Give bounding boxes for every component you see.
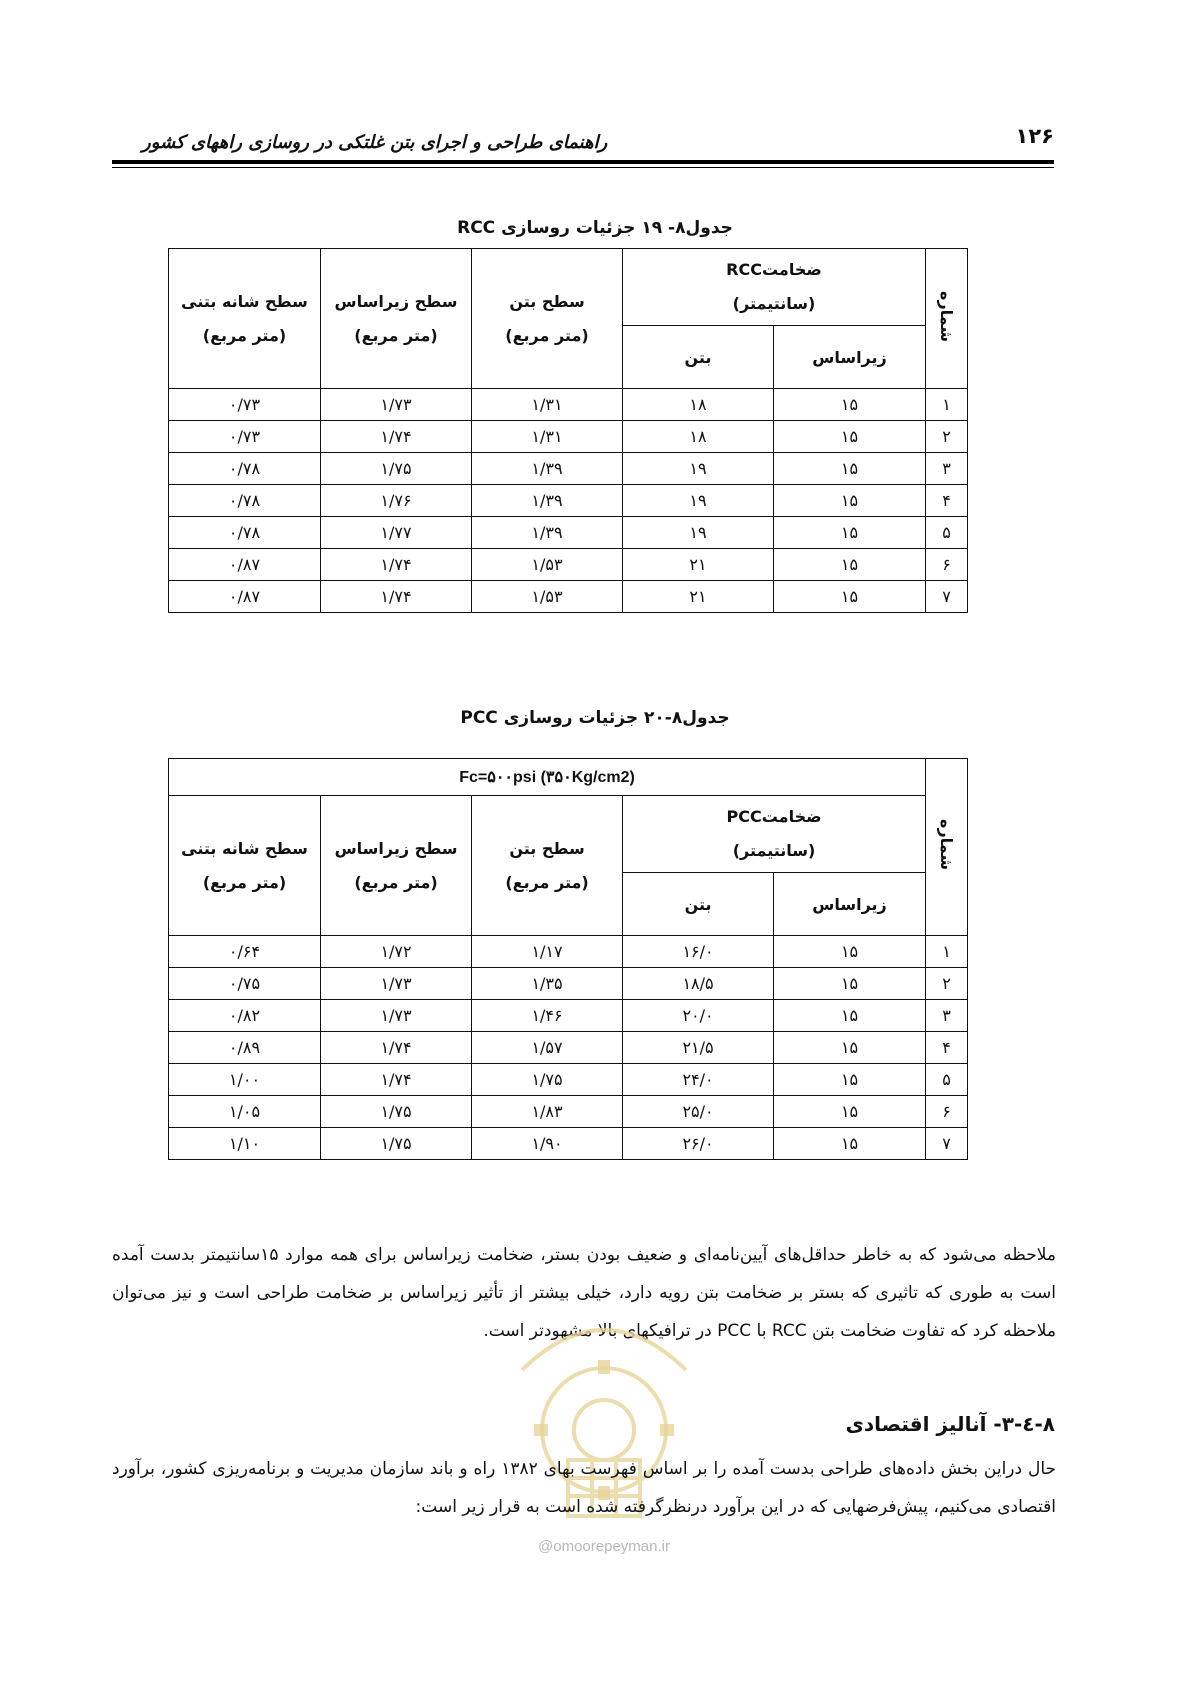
table1-cell-base-area: ۱/۷۴ [321, 549, 472, 581]
header-rule [112, 160, 1054, 164]
table2-caption: جدول۸-۲۰ جزئیات روسازی PCC [460, 708, 730, 728]
table2-cell-base: ۱۵ [774, 1032, 926, 1064]
table2-cell-concrete: ۱۸/۵ [623, 968, 774, 1000]
table1-cell-shoulder: ۰/۷۸ [169, 485, 321, 517]
table2-cell-concrete: ۲۶/۰ [623, 1128, 774, 1160]
table2-cell-concrete-area: ۱/۴۶ [472, 1000, 623, 1032]
table1-cell-concrete-area: ۱/۳۹ [472, 453, 623, 485]
table2-row [169, 968, 968, 1000]
table1-row [169, 517, 968, 549]
page-header [112, 120, 1054, 164]
table1-cell-base: ۱۵ [774, 485, 926, 517]
table1-cell-base: ۱۵ [774, 389, 926, 421]
table2-cell-n: ۲ [926, 968, 968, 1000]
table1-cell-concrete: ۱۹ [623, 517, 774, 549]
table1-cell-n: ۵ [926, 517, 968, 549]
table2-cell-base-area: ۱/۷۳ [321, 968, 472, 1000]
paragraph-thickness-note: ملاحظه می‌شود که به خاطر حداقل‌های آیین‌نامه‌ای و ضعیف بودن بستر، ضخامت زیراساس برای همه موارد ۱۵سانتیمتر بدست آمده است به طوری که تاثیری که بستر بر ضخامت بتن رویه دارد، خیلی بیشتر از تأثیر زیراساس بر ضخامت طراحی است و نیز می‌توان ملاحظه کرد که تفاوت ضخامت بتن RCC با PCC در ترافیکهای بالا مشهودتر است. [112, 1245, 1056, 1341]
table1-cell-base: ۱۵ [774, 453, 926, 485]
table2-cell-base: ۱۵ [774, 1096, 926, 1128]
table2-sub-concrete: بتن [623, 873, 774, 936]
table2-row [169, 1096, 968, 1128]
table2-cell-base-area: ۱/۷۲ [321, 936, 472, 968]
table1-cell-concrete-area: ۱/۵۳ [472, 549, 623, 581]
table2-cell-base: ۱۵ [774, 1128, 926, 1160]
table2-cell-concrete-area: ۱/۷۵ [472, 1064, 623, 1096]
table1-cell-shoulder: ۰/۷۸ [169, 517, 321, 549]
table2-cell-n: ۷ [926, 1128, 968, 1160]
paragraph-economic-analysis: حال دراین بخش داده‌های طراحی بدست آمده را بر اساس فهرست بهای ۱۳۸۲ راه و باند سازمان مدیریت و برنامه‌ریزی کشور، برآورد اقتصادی می‌کنیم، پیش‌فرضهایی که در این برآورد درنظرگرفته شده است به قرار زیر است: [112, 1459, 1057, 1517]
table2-cell-base-area: ۱/۷۴ [321, 1064, 472, 1096]
table1-cell-n: ۴ [926, 485, 968, 517]
table1-cell-base-area: ۱/۷۳ [321, 389, 472, 421]
table1-cell-concrete: ۱۸ [623, 421, 774, 453]
table2-cell-base-area: ۱/۷۵ [321, 1128, 472, 1160]
table1-row [169, 421, 968, 453]
table1-row [169, 549, 968, 581]
table1-header-thickness: ضخامتRCC (سانتیمتر) [623, 249, 926, 326]
table1-header-shoulder-area: سطح شانه بتنی (متر مربع) [169, 249, 321, 389]
table1-cell-n: ۲ [926, 421, 968, 453]
table1-cell-shoulder: ۰/۸۷ [169, 549, 321, 581]
table1-cell-concrete: ۱۸ [623, 389, 774, 421]
table1-cell-concrete-area: ۱/۳۱ [472, 389, 623, 421]
table1-cell-concrete-area: ۱/۳۹ [472, 517, 623, 549]
table1-cell-concrete: ۱۹ [623, 453, 774, 485]
table2-cell-base: ۱۵ [774, 968, 926, 1000]
table2-row [169, 1000, 968, 1032]
table1-header-number: شماره [926, 249, 968, 389]
table1-cell-concrete: ۲۱ [623, 581, 774, 613]
table1-cell-shoulder: ۰/۷۳ [169, 389, 321, 421]
table1-cell-base-area: ۱/۷۶ [321, 485, 472, 517]
table1-cell-n: ۶ [926, 549, 968, 581]
table1 [168, 248, 968, 613]
table1-caption: جدول۸- ۱۹ جزئیات روسازی RCC [457, 218, 733, 238]
table2-cell-concrete: ۲۰/۰ [623, 1000, 774, 1032]
table2-header-concrete-area: سطح بتن (متر مربع) [472, 796, 623, 936]
table2-header-thickness: ضخامتPCC (سانتیمتر) [623, 796, 926, 873]
table2-row [169, 1064, 968, 1096]
table2-cell-concrete: ۲۱/۵ [623, 1032, 774, 1064]
running-title: راهنمای طراحی و اجرای بتن غلتکی در روسازی راههای کشور [142, 132, 608, 153]
table1-cell-concrete-area: ۱/۵۳ [472, 581, 623, 613]
table1-cell-base-area: ۱/۷۴ [321, 581, 472, 613]
section-heading: ۸-٤-۳- آنالیز اقتصادی [845, 1412, 1055, 1436]
table2-cell-base-area: ۱/۷۳ [321, 1000, 472, 1032]
header-rule-thin [112, 167, 1054, 168]
table2-cell-n: ۵ [926, 1064, 968, 1096]
table2-cell-shoulder: ۰/۸۹ [169, 1032, 321, 1064]
table2-header-base-area: سطح زیراساس (متر مربع) [321, 796, 472, 936]
table1-cell-n: ۳ [926, 453, 968, 485]
table1-cell-base: ۱۵ [774, 517, 926, 549]
table1-header-base-area: سطح زیراساس (متر مربع) [321, 249, 472, 389]
table2-cell-shoulder: ۰/۷۵ [169, 968, 321, 1000]
table1-cell-base-area: ۱/۷۴ [321, 421, 472, 453]
watermark-site: @omoorepeyman.ir [538, 1538, 670, 1555]
table1-row [169, 485, 968, 517]
table2-cell-n: ۳ [926, 1000, 968, 1032]
table1-cell-n: ۷ [926, 581, 968, 613]
table2-cell-shoulder: ۱/۰۵ [169, 1096, 321, 1128]
table1-cell-n: ۱ [926, 389, 968, 421]
table2-fc-label: Fc=۵۰۰psi (۳۵۰Kg/cm2) [169, 759, 926, 796]
table2-cell-base-area: ۱/۷۴ [321, 1032, 472, 1064]
table2-cell-concrete: ۲۵/۰ [623, 1096, 774, 1128]
table1-cell-shoulder: ۰/۸۷ [169, 581, 321, 613]
table2-cell-n: ۴ [926, 1032, 968, 1064]
table2-sub-base: زیراساس [774, 873, 926, 936]
table1-cell-shoulder: ۰/۷۳ [169, 421, 321, 453]
table2-cell-concrete: ۱۶/۰ [623, 936, 774, 968]
page-number: ۱۲۶ [1015, 124, 1054, 148]
table1-cell-concrete-area: ۱/۳۹ [472, 485, 623, 517]
table1-row [169, 389, 968, 421]
table1-cell-base: ۱۵ [774, 581, 926, 613]
table1-cell-shoulder: ۰/۷۸ [169, 453, 321, 485]
table1-cell-concrete: ۲۱ [623, 549, 774, 581]
table2-cell-concrete-area: ۱/۳۵ [472, 968, 623, 1000]
table2-row [169, 1128, 968, 1160]
table2-cell-concrete: ۲۴/۰ [623, 1064, 774, 1096]
table2-cell-base: ۱۵ [774, 936, 926, 968]
table1-cell-base-area: ۱/۷۷ [321, 517, 472, 549]
table1-sub-concrete: بتن [623, 326, 774, 389]
table2-cell-base-area: ۱/۷۵ [321, 1096, 472, 1128]
table2-cell-concrete-area: ۱/۸۳ [472, 1096, 623, 1128]
table2-cell-n: ۱ [926, 936, 968, 968]
table2-header-shoulder-area: سطح شانه بتنی (متر مربع) [169, 796, 321, 936]
table1-header-concrete-area: سطح بتن (متر مربع) [472, 249, 623, 389]
table2-cell-base: ۱۵ [774, 1064, 926, 1096]
table2-cell-shoulder: ۰/۸۲ [169, 1000, 321, 1032]
table1-cell-concrete: ۱۹ [623, 485, 774, 517]
table1-row [169, 581, 968, 613]
table2-header-number: شماره [926, 759, 968, 936]
table2-row [169, 1032, 968, 1064]
table1-sub-base: زیراساس [774, 326, 926, 389]
table1-row [169, 453, 968, 485]
table2-row [169, 936, 968, 968]
table1-cell-base-area: ۱/۷۵ [321, 453, 472, 485]
table2-cell-shoulder: ۰/۶۴ [169, 936, 321, 968]
table2-cell-concrete-area: ۱/۹۰ [472, 1128, 623, 1160]
table1-cell-concrete-area: ۱/۳۱ [472, 421, 623, 453]
table2-cell-shoulder: ۱/۱۰ [169, 1128, 321, 1160]
table1-cell-base: ۱۵ [774, 421, 926, 453]
table1-cell-base: ۱۵ [774, 549, 926, 581]
table2-cell-concrete-area: ۱/۱۷ [472, 936, 623, 968]
table2-cell-n: ۶ [926, 1096, 968, 1128]
table2 [168, 758, 968, 1160]
table2-cell-shoulder: ۱/۰۰ [169, 1064, 321, 1096]
table2-cell-base: ۱۵ [774, 1000, 926, 1032]
table2-cell-concrete-area: ۱/۵۷ [472, 1032, 623, 1064]
